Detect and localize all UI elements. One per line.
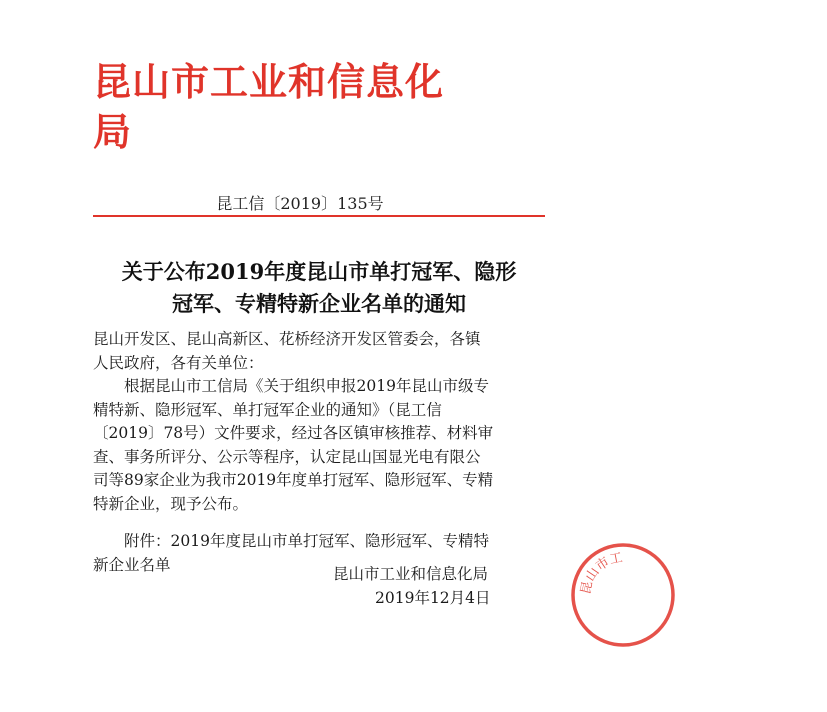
issuing-office-header xyxy=(93,57,523,157)
addressee-line-1: 昆山开发区、昆山高新区、花桥经济开发区管委会，各镇 xyxy=(93,330,481,348)
notice-body xyxy=(93,328,545,577)
attachment-line-2: 新企业名单 xyxy=(93,555,171,574)
notice-title xyxy=(93,256,545,320)
header-line-1: 昆山市工业和信息化 xyxy=(93,60,445,104)
paragraph-line-4: 查、事务所评分、公示等程序，认定昆山国显光电有限公 xyxy=(93,447,481,466)
seal-graphic xyxy=(568,540,678,650)
document-number: 昆工信〔2019〕135号 xyxy=(216,194,384,213)
attachment-line-1: 附件：2019年度昆山市单打冠军、隐形冠军、专精特 xyxy=(124,532,489,550)
signature-date: 2019年12月4日 xyxy=(375,589,491,607)
paragraph-line-5: 司等89家企业为我市2019年度单打冠军、隐形冠军、专精 xyxy=(93,471,494,489)
official-seal-stamp xyxy=(568,540,678,650)
header-line-2: 局 xyxy=(93,110,133,154)
paragraph-line-2: 精特新、隐形冠军、单打冠军企业的通知》（昆工信 xyxy=(93,400,442,419)
title-line-2: 冠军、专精特新企业名单的通知 xyxy=(172,291,466,316)
seal-text: 昆山市工 xyxy=(578,550,624,596)
paragraph-line-6: 特新企业，现予公布。 xyxy=(93,494,249,513)
title-line-1: 关于公布2019年度昆山市单打冠军、隐形 xyxy=(121,259,517,284)
paragraph-line-3: 〔2019〕78号）文件要求，经过各区镇审核推荐、材料审 xyxy=(93,424,494,442)
paragraph-gap xyxy=(93,516,545,530)
signature-block xyxy=(93,562,545,610)
paragraph-line-1: 根据昆山市工信局《关于组织申报2019年昆山市级专 xyxy=(124,377,489,395)
red-divider xyxy=(93,215,545,217)
signature-org: 昆山市工业和信息化局 xyxy=(333,565,489,583)
addressee-line-2: 人民政府，各有关单位： xyxy=(93,353,264,372)
